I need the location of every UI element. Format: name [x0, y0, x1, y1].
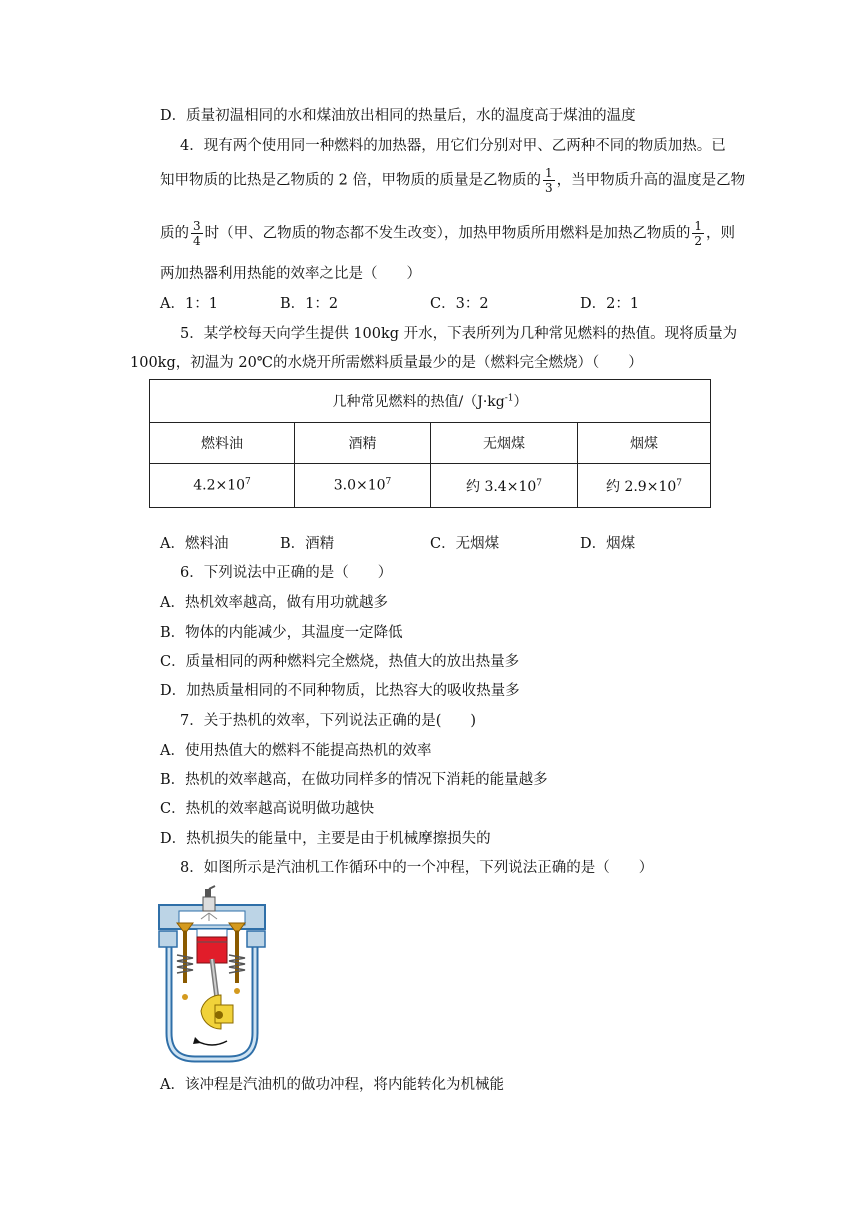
heat-value: 3.0×10 — [333, 477, 386, 494]
q6-option-c: C．质量相同的两种燃料完全燃烧，热值大的放出热量多 — [160, 654, 520, 670]
q4-text: 知甲物质的比热是乙物质的 2 倍，甲物质的质量是乙物质的 — [160, 172, 541, 189]
q4-text: 质的 — [160, 225, 189, 242]
fraction-three-quarters — [191, 219, 203, 248]
q4-text: ，则 — [706, 225, 736, 242]
heat-value: 4.2×10 — [193, 477, 246, 494]
fuel-name-cell: 燃料油 — [150, 423, 295, 464]
fuel-name-cell: 无烟煤 — [431, 423, 578, 464]
q3-option-d: D．质量初温相同的水和煤油放出相同的热量后，水的温度高于煤油的温度 — [160, 108, 636, 124]
heat-value: 约 2.9×10 — [606, 478, 677, 495]
fraction-denominator: 3 — [544, 181, 553, 195]
q4-option-c: C．3：2 — [430, 296, 489, 312]
fraction-numerator: 1 — [544, 166, 553, 180]
exponent: 7 — [676, 477, 682, 488]
q6-option-d: D．加热质量相同的不同种物质，比热容大的吸收热量多 — [160, 683, 520, 699]
q4-text: 时（甲、乙物质的物态都不发生改变），加热甲物质所用燃料是加热乙物质的 — [204, 225, 691, 242]
exponent: 7 — [385, 477, 392, 488]
q6-option-b: B．物体的内能减少，其温度一定降低 — [160, 625, 403, 641]
q8-stem: 8．如图所示是汽油机工作循环中的一个冲程，下列说法正确的是（ ） — [180, 860, 654, 876]
q7-option-d: D．热机损失的能量中，主要是由于机械摩擦损失的 — [160, 831, 491, 847]
fuel-heat-value-table — [149, 379, 711, 508]
q7-option-a: A．使用热值大的燃料不能提高热机的效率 — [160, 743, 432, 759]
heat-value-cell — [431, 464, 578, 508]
fraction-denominator: 4 — [193, 234, 201, 248]
fuel-name-cell: 烟煤 — [578, 423, 711, 464]
q5-option-b: B．酒精 — [280, 536, 335, 552]
fraction-one-half — [692, 219, 704, 248]
q4-stem-line1: 4．现有两个使用同一种燃料的加热器，用它们分别对甲、乙两种不同的物质加热。已 — [180, 138, 726, 154]
q7-option-b: B．热机的效率越高，在做功同样多的情况下消耗的能量越多 — [160, 772, 548, 788]
heat-value: 约 3.4×10 — [466, 478, 537, 495]
q4-option-d: D．2：1 — [580, 296, 640, 312]
fraction-numerator: 3 — [193, 219, 201, 233]
q5-stem-line2: 100kg，初温为 20℃的水烧开所需燃料质量最少的是（燃料完全燃烧）（ ） — [130, 355, 643, 371]
q4-option-a: A．1：1 — [160, 296, 218, 312]
q4-text: ，当甲物质升高的温度是乙物 — [556, 172, 746, 189]
gasoline-engine-diagram — [157, 883, 267, 1063]
q5-option-a: A．燃料油 — [160, 536, 229, 552]
q5-option-c: C．无烟煤 — [430, 536, 500, 552]
q8-option-a: A．该冲程是汽油机的做功冲程，将内能转化为机械能 — [160, 1077, 504, 1093]
heat-value-cell — [578, 464, 711, 508]
q4-stem-line2 — [160, 166, 745, 195]
q5-stem-line1: 5．某学校每天向学生提供 100kg 开水，下表所列为几种常见燃料的热值。现将质量为 — [180, 326, 738, 342]
fuel-name-cell: 酒精 — [295, 423, 431, 464]
q7-option-c: C．热机的效率越高说明做功越快 — [160, 801, 375, 817]
q7-stem: 7．关于热机的效率，下列说法正确的是( ) — [180, 713, 477, 729]
q5-option-d: D．烟煤 — [580, 536, 636, 552]
q4-option-b: B．1：2 — [280, 296, 339, 312]
fraction-denominator: 2 — [694, 234, 703, 248]
table-header — [150, 380, 711, 423]
q4-stem-line4: 两加热器利用热能的效率之比是（ ） — [160, 266, 421, 282]
table-header-text: ） — [513, 394, 528, 410]
heat-value-cell — [295, 464, 431, 508]
q6-stem: 6．下列说法中正确的是（ ） — [180, 565, 393, 581]
q6-option-a: A．热机效率越高，做有用功就越多 — [160, 595, 388, 611]
fraction-numerator: 1 — [694, 219, 703, 233]
unit-superscript: -1 — [504, 393, 514, 404]
exponent: 7 — [536, 477, 542, 488]
heat-value-cell — [150, 464, 295, 508]
fraction-one-third — [543, 166, 555, 195]
exponent: 7 — [245, 477, 251, 488]
table-header-text: 几种常见燃料的热值/（J·kg — [332, 394, 505, 410]
q4-stem-line3 — [160, 219, 735, 248]
